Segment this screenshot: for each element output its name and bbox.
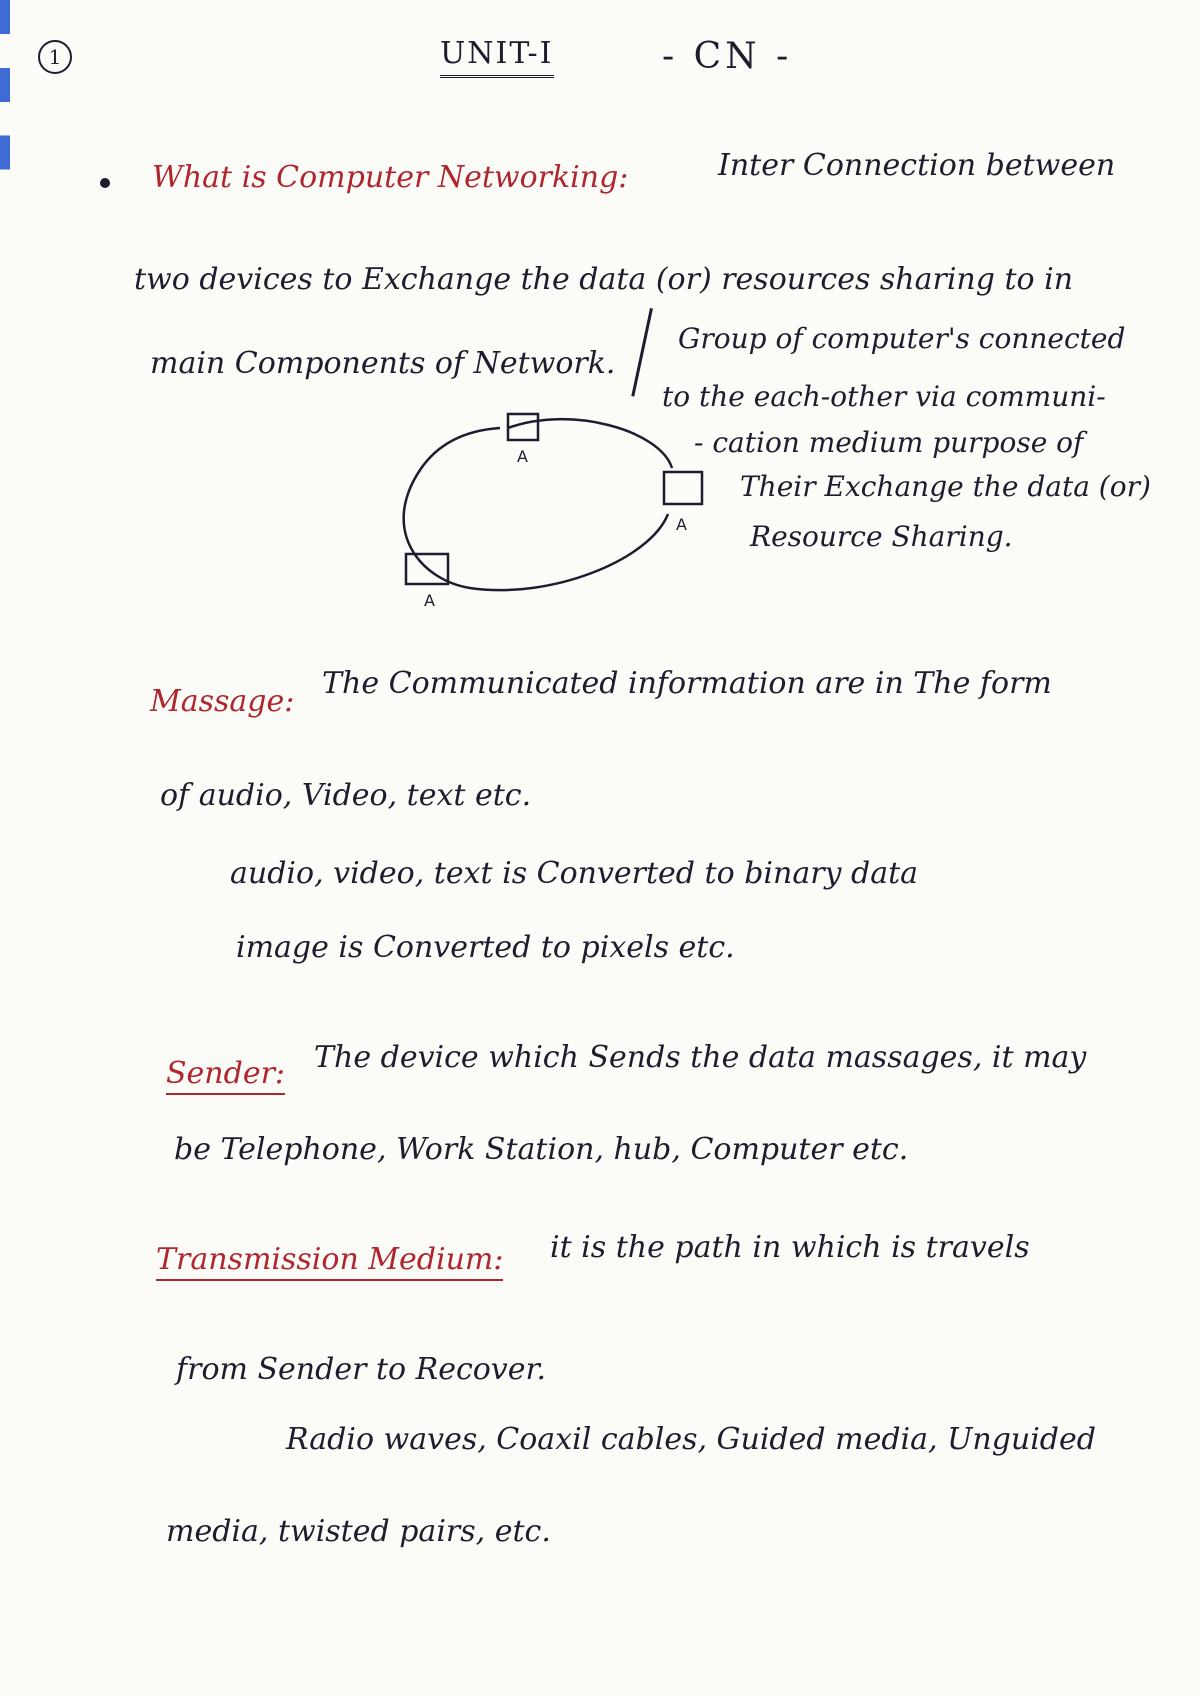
- network-ring-diagram: [400, 410, 720, 620]
- subject-title: - CN -: [662, 36, 793, 77]
- node-label-right: A: [676, 515, 687, 534]
- networking-def-line1: Inter Connection between: [718, 148, 1116, 183]
- side-note-line1: Group of computer's connected: [678, 322, 1126, 355]
- page-number: 1: [38, 40, 72, 74]
- transmission-heading: Transmission Medium:: [156, 1242, 503, 1281]
- message-line1: The Communicated information are in The form: [322, 666, 1052, 701]
- message-heading: Massage:: [150, 684, 295, 719]
- transmission-line1: it is the path in which is travels: [550, 1230, 1030, 1265]
- message-line2: of audio, Video, text etc.: [160, 778, 532, 813]
- side-note-line4: Their Exchange the data (or): [740, 470, 1151, 503]
- message-line4: image is Converted to pixels etc.: [236, 930, 735, 965]
- message-line3: audio, video, text is Converted to binary data: [230, 856, 919, 891]
- ring-link: [404, 419, 672, 590]
- computer-node-right: [664, 472, 702, 504]
- networking-def-line2: two devices to Exchange the data (or) resources sharing to in: [134, 262, 1074, 297]
- node-label-top: A: [517, 447, 528, 466]
- networking-heading: What is Computer Networking:: [152, 160, 629, 195]
- transmission-line4: media, twisted pairs, etc.: [166, 1514, 551, 1549]
- transmission-line3: Radio waves, Coaxil cables, Guided media, Unguided: [286, 1422, 1096, 1457]
- node-label-left: A: [424, 591, 435, 610]
- sender-heading: Sender:: [166, 1056, 285, 1095]
- sender-line2: be Telephone, Work Station, hub, Computer etc.: [174, 1132, 909, 1167]
- side-note-line2: to the each-other via communi-: [662, 380, 1106, 413]
- transmission-line2: from Sender to Recover.: [176, 1352, 547, 1387]
- bullet-point: [100, 178, 110, 188]
- networking-def-line3: main Components of Network.: [150, 346, 616, 381]
- margin-slash: [631, 308, 653, 397]
- unit-title: UNIT-I: [440, 36, 554, 78]
- side-note-line3: - cation medium purpose of: [694, 426, 1084, 459]
- sender-line1: The device which Sends the data massages, it may: [314, 1040, 1087, 1075]
- page-binding-edge: [0, 0, 10, 1696]
- side-note-line5: Resource Sharing.: [750, 520, 1013, 553]
